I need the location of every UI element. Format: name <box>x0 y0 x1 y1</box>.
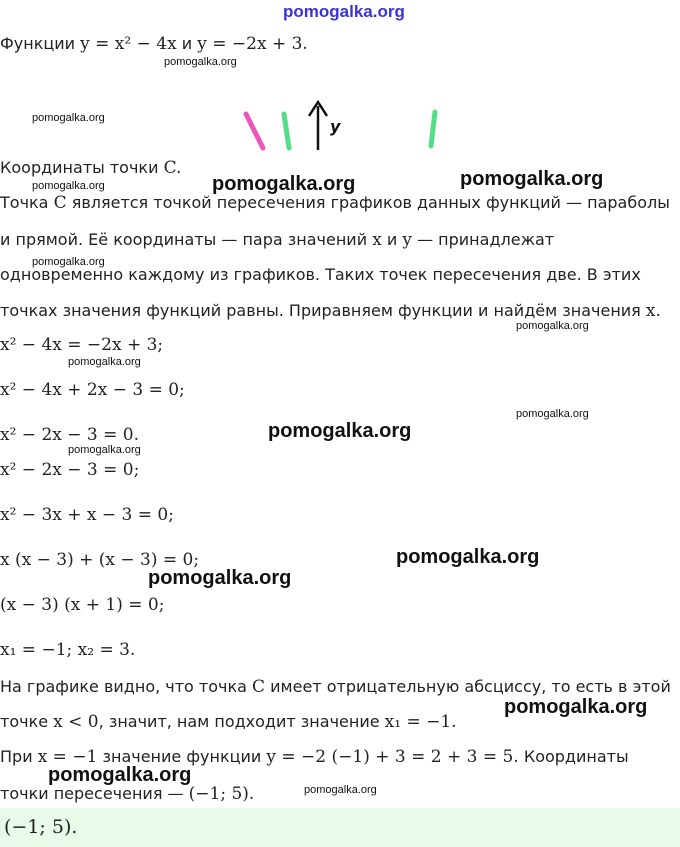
equation-line: (x − 3) (x + 1) = 0; <box>0 595 165 615</box>
conclusion-line-2 <box>0 711 457 733</box>
paragraph-line-2 <box>0 229 554 251</box>
conclusion-text: значение функции <box>102 747 262 766</box>
watermark-large: pomogalka.org <box>212 173 356 195</box>
paragraph-text: и прямой. Её координаты — пара значений <box>0 230 368 249</box>
paragraph-line-1 <box>0 192 670 214</box>
equation-line: x (x − 3) + (x − 3) = 0; <box>0 550 200 570</box>
watermark-small: pomogalka.org <box>32 112 105 124</box>
watermark-small: pomogalka.org <box>516 320 589 332</box>
conclusion-var: C <box>252 677 266 697</box>
graph-strip <box>0 96 680 152</box>
conclusion-text: Координаты <box>523 747 629 766</box>
paragraph-text: точках значения функций равны. Приравняем функции и найдём значения <box>0 301 641 320</box>
conclusion-text: имеет отрицательную абсциссу, то есть в этой <box>270 677 671 696</box>
paragraph-text: является точкой пересечения графиков данных функций — параболы <box>71 193 670 212</box>
equation-line: x² − 4x + 2x − 3 = 0; <box>0 380 185 400</box>
conclusion-text: , значит, нам подходит значение <box>98 712 380 731</box>
conclusion-line-4 <box>0 783 254 805</box>
equation-line: x² − 3x + x − 3 = 0; <box>0 505 174 525</box>
answer-value: (−1; 5). <box>4 816 78 838</box>
conclusion-math: (−1; 5). <box>188 784 255 804</box>
watermark-small: pomogalka.org <box>164 56 237 68</box>
conclusion-math: y = −2 (−1) + 3 = 2 + 3 = 5. <box>266 747 519 767</box>
watermark-large: pomogalka.org <box>48 764 192 786</box>
watermark-small: pomogalka.org <box>32 256 105 268</box>
answer-box <box>0 808 680 847</box>
equation-line: x² − 2x − 3 = 0. <box>0 425 139 445</box>
watermark-large: pomogalka.org <box>460 168 604 190</box>
watermark-large: pomogalka.org <box>148 567 292 589</box>
watermark-large: pomogalka.org <box>504 696 648 718</box>
watermark-small: pomogalka.org <box>68 356 141 368</box>
intro-line <box>0 33 308 55</box>
paragraph-line-4 <box>0 300 661 322</box>
watermark-top: pomogalka.org <box>283 2 405 21</box>
intro-equation-1: y = x² − 4x <box>80 34 177 54</box>
watermark-small: pomogalka.org <box>304 784 377 796</box>
intro-text: Функции <box>0 34 76 53</box>
conclusion-text: При <box>0 747 33 766</box>
paragraph-text: — принадлежат <box>417 230 555 249</box>
paragraph-var: y <box>402 230 412 250</box>
y-axis-label: y <box>330 117 341 136</box>
watermark-small: pomogalka.org <box>516 408 589 420</box>
paragraph-text: и <box>386 230 398 249</box>
parabola-branch-left <box>246 114 263 148</box>
equation-line: x² − 4x = −2x + 3; <box>0 335 164 355</box>
paragraph-var: x. <box>645 301 661 321</box>
paragraph-text: Точка <box>0 193 49 212</box>
equation-line: x₁ = −1; x₂ = 3. <box>0 640 136 660</box>
paragraph-var: C <box>53 193 67 213</box>
conclusion-line-1 <box>0 676 671 698</box>
conclusion-text: точке <box>0 712 49 731</box>
conclusion-math: x < 0 <box>53 712 99 732</box>
conclusion-text: На графике видно, что точка <box>0 677 247 696</box>
conclusion-math: x₁ = −1. <box>384 712 457 732</box>
watermark-small: pomogalka.org <box>68 444 141 456</box>
watermark-small: pomogalka.org <box>32 180 105 192</box>
conclusion-math: x = −1 <box>37 747 98 767</box>
section-title-text: Координаты точки <box>0 158 159 177</box>
conclusion-text: точки пересечения — <box>0 784 184 803</box>
paragraph-line-3: одновременно каждому из графиков. Таких точек пересечения две. В этих <box>0 265 641 284</box>
equation-line: x² − 2x − 3 = 0; <box>0 460 140 480</box>
line-branch <box>284 114 289 148</box>
section-title <box>0 157 181 179</box>
section-title-var: C. <box>163 158 182 178</box>
watermark-large: pomogalka.org <box>268 420 412 442</box>
watermark-large: pomogalka.org <box>396 546 540 568</box>
parabola-branch-right <box>431 112 435 146</box>
intro-equation-2: y = −2x + 3. <box>197 34 308 54</box>
paragraph-var: x <box>372 230 382 250</box>
intro-and: и <box>181 34 193 53</box>
